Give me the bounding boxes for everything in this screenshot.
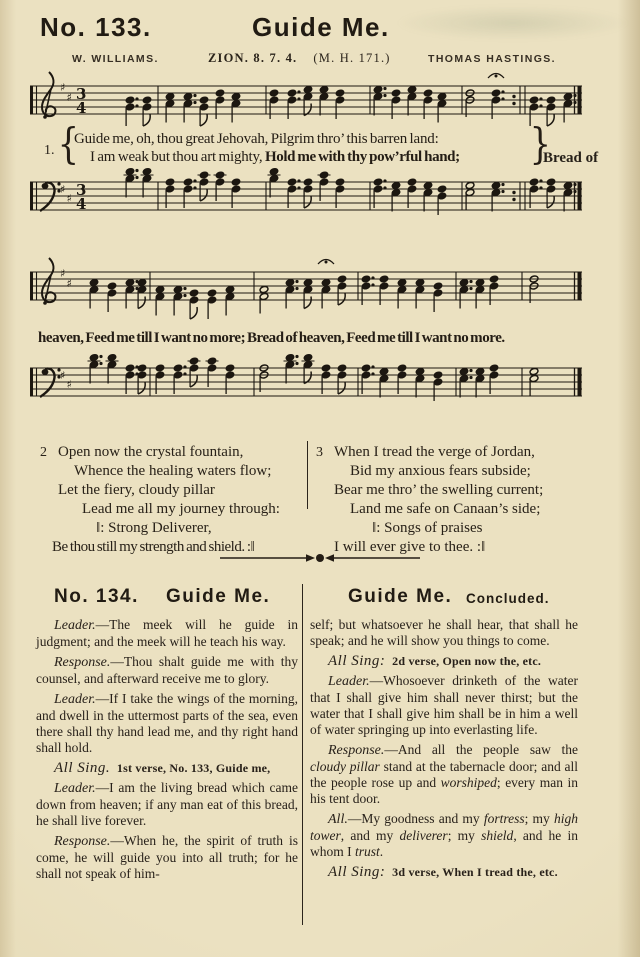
paragraph-text: —I am the living bread which came down from heaven; if any man eat of this bread, he shall live forever. xyxy=(36,780,298,828)
paragraph-text: ; every man in his tent door. xyxy=(310,775,578,806)
verse-3 xyxy=(316,443,576,557)
music-staff-bass-1 xyxy=(30,162,582,240)
speaker-label: Leader. xyxy=(54,692,96,707)
speaker-label: Leader. xyxy=(328,674,370,689)
reading-paragraph-continuation xyxy=(310,617,578,649)
lyric-line-2b: Hold me with thy pow’rful hand; xyxy=(264,149,460,165)
reading-paragraph xyxy=(310,742,578,807)
svg-text:♯: ♯ xyxy=(66,192,72,205)
section-divider-ornament xyxy=(220,551,420,565)
verse-3-line-3: Bear me thro’ the swelling current; xyxy=(334,482,544,498)
tune-name xyxy=(208,51,391,66)
paragraph-text-italic: cloudy pillar xyxy=(310,759,380,774)
speaker-label: Leader. xyxy=(54,781,96,796)
reading-column-right xyxy=(310,617,578,884)
svg-text:♯: ♯ xyxy=(66,91,72,104)
verse-2-line-3: Let the fiery, cloudy pillar xyxy=(58,482,215,498)
paragraph-text-italic: trust xyxy=(355,844,380,859)
page-title: Guide Me. xyxy=(252,12,390,42)
reading-paragraph xyxy=(310,673,578,738)
reading-number: No. 134. xyxy=(54,586,139,607)
sing-note: 1st verse, No. 133, Guide me, xyxy=(116,761,271,775)
svg-text:3: 3 xyxy=(76,181,87,199)
reading-subtitle: Concluded. xyxy=(466,591,550,606)
verse-column-divider xyxy=(307,441,308,509)
paragraph-text-italic: high tower xyxy=(310,811,578,843)
verse-3-number: 3 xyxy=(316,445,323,460)
composer-credit: THOMAS HASTINGS. xyxy=(428,53,556,65)
lyric-carryover: Bread of xyxy=(543,150,599,166)
paragraph-text: —If I take the wings of the morning, and dwell in the uttermost parts of the sea, even there shall thy hand lead me, and thy right hand shall hold. xyxy=(36,691,298,755)
lyric-open-brace: { xyxy=(57,119,80,168)
paragraph-text-italic: deliverer xyxy=(399,828,448,843)
svg-text:4: 4 xyxy=(76,99,87,117)
reading-paragraph xyxy=(36,617,298,650)
sing-note: 2d verse, Open now the, etc. xyxy=(392,654,542,668)
svg-text:3: 3 xyxy=(76,85,87,103)
reading-column-left xyxy=(36,617,298,886)
svg-text:4: 4 xyxy=(76,195,87,213)
reading-column-divider xyxy=(302,584,303,925)
reading-paragraph xyxy=(36,654,298,687)
lyric-verse-number: 1. xyxy=(44,143,55,158)
page-bleedthrough-smudge xyxy=(398,6,628,40)
verse-3-line-1 xyxy=(316,443,576,462)
paragraph-text: —And all the people saw the xyxy=(384,742,578,757)
svg-text:♯: ♯ xyxy=(66,378,72,391)
speaker-label: Response. xyxy=(54,655,111,670)
lyric-line-2 xyxy=(90,149,460,166)
verse-2-number: 2 xyxy=(40,445,47,460)
verse-2-line-1 xyxy=(40,443,306,462)
svg-text:♯: ♯ xyxy=(60,81,66,94)
verse-2-line-5: ‖: Strong Deliverer, xyxy=(96,520,212,536)
speaker-label: Response. xyxy=(328,743,385,758)
paragraph-text: —My goodness and my xyxy=(347,811,484,826)
verse-2 xyxy=(40,443,306,557)
paragraph-text-italic: fortress xyxy=(483,811,525,826)
verse-3-text-1: When I tread the verge of Jordan, xyxy=(334,444,535,460)
paragraph-text: . xyxy=(379,844,384,859)
verse-2-text-1: Open now the crystal fountain, xyxy=(58,444,244,460)
paragraph-text-italic: shield xyxy=(481,828,514,843)
paragraph-text: self; but whatsoever he shall hear, that shall he speak; and he will show you things to come. xyxy=(310,617,578,648)
reading-paragraph xyxy=(36,780,298,829)
verse-2-line-2: Whence the healing waters flow; xyxy=(74,463,272,479)
lyric-close-brace: } xyxy=(529,119,552,168)
svg-text:♯: ♯ xyxy=(60,183,66,196)
paragraph-text: , and he in whom I xyxy=(310,828,578,859)
svg-text:♯: ♯ xyxy=(66,277,72,290)
paragraph-text-italic: worshiped xyxy=(440,775,497,790)
reading-title-left: Guide Me. xyxy=(166,586,271,607)
lyric-line-2a: I am weak but thou art mighty, xyxy=(90,149,263,165)
paragraph-text: ; my xyxy=(447,828,482,843)
reading-paragraph-all-sing xyxy=(310,864,578,880)
verse-2-line-6: Be thou still my strength and shield. :‖ xyxy=(52,539,255,555)
verse-3-line-4: Land me safe on Canaan’s side; xyxy=(350,501,541,517)
music-staff-bass-2 xyxy=(30,348,582,426)
reading-paragraph xyxy=(310,811,578,860)
hymn-number: No. 133. xyxy=(40,12,152,42)
speaker-label: All. xyxy=(328,812,348,827)
author-credit: W. WILLIAMS. xyxy=(72,53,159,65)
reading-title-right: Guide Me. xyxy=(348,586,453,607)
reading-paragraph-all-sing xyxy=(36,760,298,776)
reading-paragraph-all-sing xyxy=(310,653,578,669)
svg-text:♯: ♯ xyxy=(60,267,66,280)
paragraph-text: ; my xyxy=(524,811,554,826)
speaker-label: All Sing: xyxy=(328,653,386,669)
tune-reference: (M. H. 171.) xyxy=(313,51,391,65)
reading-paragraph xyxy=(36,833,298,882)
paragraph-text: —When he, the spirit of truth is come, he will guide you into all truth; for he shall not speak of him- xyxy=(36,833,298,881)
speaker-label: All Sing. xyxy=(54,760,111,776)
verse-2-line-4: Lead me all my journey through: xyxy=(82,501,280,517)
speaker-label: Leader. xyxy=(54,618,96,633)
paragraph-text: , and my xyxy=(340,828,400,843)
verse-3-line-6: I will ever give to thee. :‖ xyxy=(334,539,486,555)
svg-text:♯: ♯ xyxy=(60,369,66,382)
paragraph-text: —The meek will he guide in judgment; and the meek will he teach his way. xyxy=(36,617,298,649)
paragraph-text: —Whosoever drinketh of the water that I shall give him shall never thirst; but the water that I shall give him shall be in him a well of water springing up into everlasting life. xyxy=(310,673,578,737)
speaker-label: All Sing: xyxy=(328,864,386,880)
reading-paragraph xyxy=(36,691,298,756)
sing-note: 3d verse, When I tread the, etc. xyxy=(392,865,558,879)
music-staff-treble-2 xyxy=(30,252,582,330)
paragraph-text: stand at the tabernacle door; and all the people rose up and xyxy=(310,759,579,790)
verse-3-line-2: Bid my anxious fears subside; xyxy=(350,463,531,479)
lyric-line-1: Guide me, oh, thou great Jehovah, Pilgrim thro’ this barren land: xyxy=(74,131,439,147)
tune-title: ZION. 8. 7. 4. xyxy=(208,51,298,65)
lyric-refrain-line: heaven, Feed me till I want no more; Bread of heaven, Feed me till I want no more. xyxy=(38,330,505,346)
verse-3-line-5: ‖: Songs of praises xyxy=(372,520,483,536)
paragraph-text: —Thou shalt guide me with thy counsel, and afterward receive me to glory. xyxy=(36,654,298,686)
speaker-label: Response. xyxy=(54,834,111,849)
